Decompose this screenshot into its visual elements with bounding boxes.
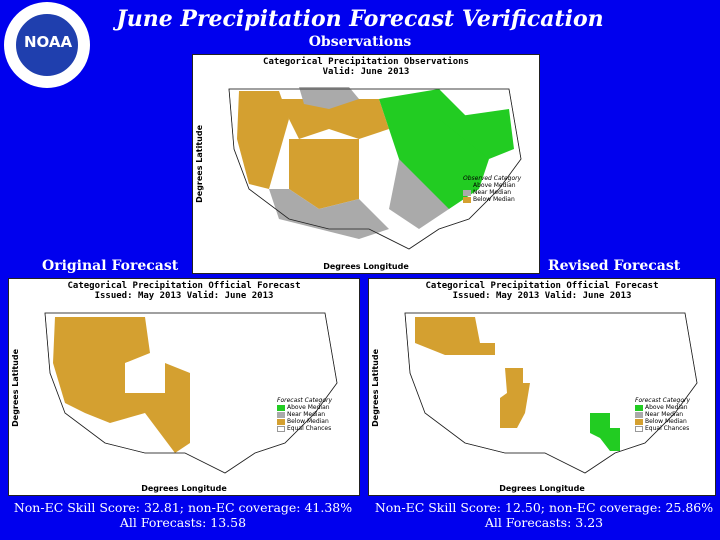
map-subtitle-line: Issued: May 2013 Valid: June 2013	[452, 291, 632, 301]
legend-label: Below Median	[287, 418, 329, 425]
legend-label: Near Median	[287, 411, 326, 418]
legend-label: Below Median	[645, 418, 687, 425]
legend-swatch	[635, 412, 643, 418]
legend-swatch	[277, 405, 285, 411]
legend-label: Equal Chances	[287, 425, 332, 432]
legend-item	[635, 425, 690, 432]
legend-item	[277, 404, 332, 411]
legend-item	[635, 418, 690, 425]
y-axis-label: Degrees Latitude	[371, 349, 380, 427]
map-title-line: Categorical Precipitation Observations	[263, 57, 469, 67]
legend-swatch	[635, 426, 643, 432]
original-all-forecasts: All Forecasts: 13.58	[119, 515, 247, 530]
legend-label: Near Median	[645, 411, 684, 418]
revised-all-forecasts: All Forecasts: 3.23	[484, 515, 604, 530]
x-axis-label: Degrees Longitude	[323, 262, 409, 271]
observations-label: Observations	[308, 34, 412, 50]
map-legend	[463, 175, 521, 203]
revised-forecast-map-plot	[385, 303, 703, 479]
revised-skill-score: Non-EC Skill Score: 12.50; non-EC coverage: 25.86%	[374, 500, 714, 515]
map-subtitle-line: Issued: May 2013 Valid: June 2013	[94, 291, 274, 301]
legend-item	[277, 411, 332, 418]
legend-item	[635, 404, 690, 411]
legend-swatch	[277, 412, 285, 418]
y-axis-label: Degrees Latitude	[195, 125, 204, 203]
map-title-line: Categorical Precipitation Official Forecast	[67, 281, 301, 291]
legend-item	[635, 411, 690, 418]
map-legend	[635, 397, 690, 432]
map-title	[193, 57, 539, 77]
map-title-line: Categorical Precipitation Official Forecast	[425, 281, 659, 291]
observations-map-plot	[209, 79, 527, 259]
map-subtitle-line: Valid: June 2013	[322, 67, 410, 77]
legend-label: Above Median	[645, 404, 688, 411]
y-axis-label: Degrees Latitude	[11, 349, 20, 427]
legend-title: Forecast Category	[277, 397, 333, 404]
legend-title: Observed Category	[463, 175, 522, 182]
observations-map	[192, 54, 540, 274]
noaa-logo-text: NOAA	[23, 33, 73, 51]
page-title: June Precipitation Forecast Verification	[116, 6, 604, 32]
x-axis-label: Degrees Longitude	[141, 484, 227, 493]
original-forecast-map	[8, 278, 360, 496]
legend-item	[277, 418, 332, 425]
revised-forecast-scores	[372, 500, 716, 530]
original-forecast-scores	[10, 500, 356, 530]
legend-item	[463, 182, 521, 189]
x-axis-label: Degrees Longitude	[499, 484, 585, 493]
map-title	[9, 281, 359, 301]
legend-label: Above Median	[473, 182, 516, 189]
legend-swatch	[635, 405, 643, 411]
legend-label: Above Median	[287, 404, 330, 411]
original-forecast-map-plot	[25, 303, 347, 479]
legend-label: Near Median	[473, 189, 512, 196]
legend-swatch	[277, 426, 285, 432]
legend-swatch	[463, 197, 471, 203]
legend-title: Forecast Category	[635, 397, 691, 404]
legend-item	[277, 425, 332, 432]
legend-swatch	[635, 419, 643, 425]
legend-swatch	[463, 190, 471, 196]
legend-item	[463, 189, 521, 196]
legend-label: Equal Chances	[645, 425, 690, 432]
revised-forecast-label: Revised Forecast	[548, 258, 681, 274]
legend-item	[463, 196, 521, 203]
legend-swatch	[463, 183, 471, 189]
legend-label: Below Median	[473, 196, 515, 203]
map-legend	[277, 397, 332, 432]
original-forecast-label: Original Forecast	[42, 258, 179, 274]
revised-forecast-map	[368, 278, 716, 496]
original-skill-score: Non-EC Skill Score: 32.81; non-EC coverage: 41.38%	[13, 500, 353, 515]
legend-swatch	[277, 419, 285, 425]
map-title	[369, 281, 715, 301]
